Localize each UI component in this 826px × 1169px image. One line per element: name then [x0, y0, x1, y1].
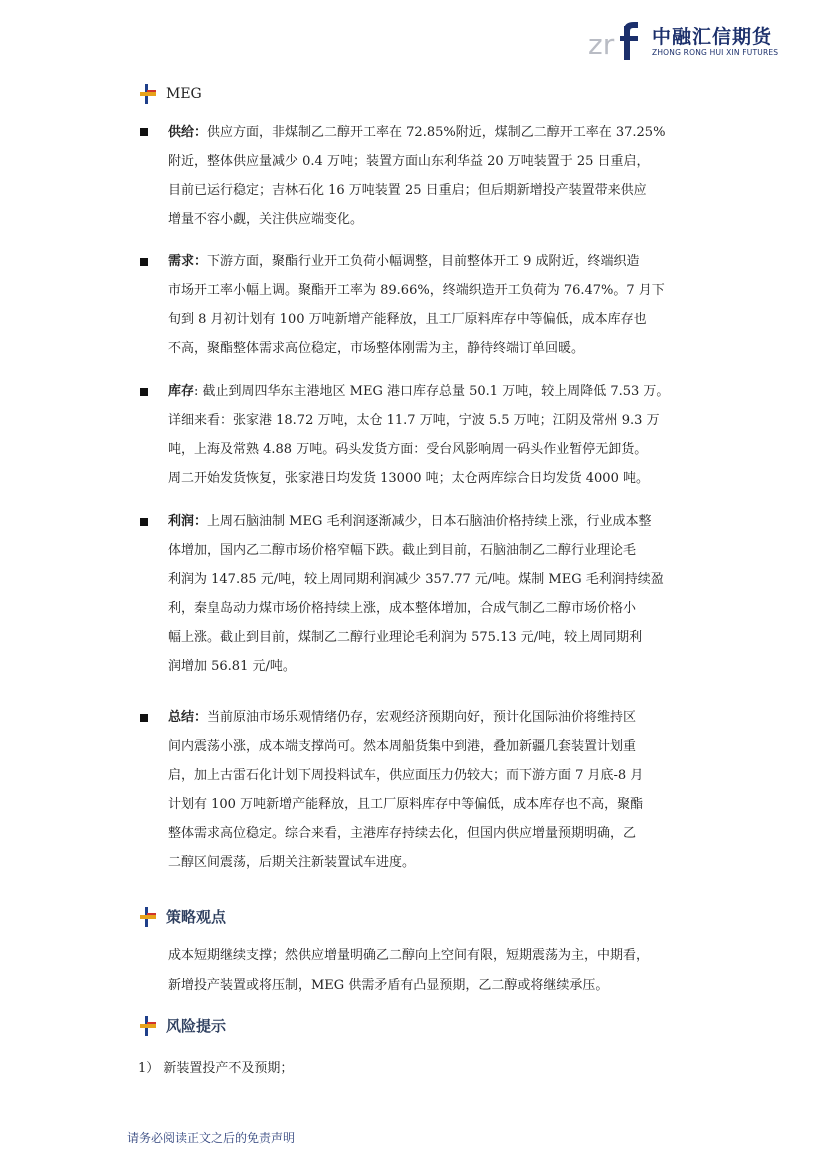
strategy-text [168, 941, 649, 1001]
paragraph-key: 总结： [168, 710, 208, 725]
text-line: 整体需求高位稳定。综合来看，主港库存持续去化，但国内供应增量预期明确，乙 [168, 826, 637, 841]
text-line: 当前原油市场乐观情绪仍存，宏观经济预期向好，预计化国际油价将维持区 [207, 710, 637, 725]
text-line: 二醇区间震荡，后期关注新装置试车进度。 [168, 855, 416, 870]
bullet-square-icon [140, 128, 148, 136]
paragraph-inventory [168, 377, 695, 493]
paragraph-summary [168, 703, 695, 877]
text-line: 供应方面，非煤制乙二醇开工率在 72.85%附近，煤制乙二醇开工率在 37.25% [207, 125, 666, 140]
logo-english-name: ZHONG RONG HUI XIN FUTURES [652, 48, 779, 57]
bullet-square-icon [140, 258, 148, 266]
paragraph-demand [168, 247, 695, 363]
svg-text:zr: zr [588, 28, 615, 61]
section-marker-icon [140, 1016, 156, 1036]
text-line: 体增加，国内乙二醇市场价格窄幅下跌。截止到目前，石脑油制乙二醇行业理论毛 [168, 543, 637, 558]
text-line: 目前已运行稳定；吉林石化 16 万吨装置 25 日重启；但后期新增投产装置带来供应 [168, 183, 647, 198]
text-line: 幅上涨。截止到目前，煤制乙二醇行业理论毛利润为 575.13 元/吨，较上周同期利 [168, 630, 643, 645]
logo-mark-icon [588, 20, 646, 62]
paragraph-key: 供给： [168, 125, 208, 140]
paragraph-profit [168, 507, 695, 681]
text-line: 成本短期继续支撑；然供应增量明确乙二醇向上空间有限，短期震荡为主，中期看， [168, 948, 650, 963]
text-line: 增量不容小觑，关注供应端变化。 [168, 212, 364, 227]
text-line: 周二开始发货恢复，张家港日均发货 13000 吨；太仓两库综合日均发货 4000 吨。 [168, 471, 649, 486]
text-line: 附近，整体供应量减少 0.4 万吨；装置方面山东利华益 20 万吨装置于 25 日重启， [168, 154, 650, 169]
bullet-square-icon [140, 388, 148, 396]
text-line: 吨，上海及常熟 4.88 万吨。码头发货方面：受台风影响周一码头作业暂停无卸货。 [168, 442, 648, 457]
text-line: : 截止到周四华东主港地区 MEG 港口库存总量 50.1 万吨，较上周降低 7.53 万。 [194, 384, 670, 399]
section-heading-strategy [140, 906, 226, 927]
paragraph-key: 库存 [168, 384, 195, 399]
logo-chinese-name: 中融汇信期货 [652, 26, 773, 48]
text-line: 计划有 100 万吨新增产能释放，且工厂原料库存中等偏低，成本库存也不高，聚酯 [168, 797, 644, 812]
paragraph-key: 需求： [168, 254, 208, 269]
company-logo [588, 20, 783, 62]
text-line: 旬到 8 月初计划有 100 万吨新增产能释放，且工厂原料库存中等偏低，成本库存也 [168, 312, 647, 327]
paragraph-key: 利润： [168, 514, 208, 529]
section-heading-risk [140, 1015, 226, 1036]
section-title: 风险提示 [166, 1017, 227, 1035]
text-line: 上周石脑油制 MEG 毛利润逐渐减少，日本石脑油价格持续上涨，行业成本整 [207, 514, 652, 529]
text-line: 启，加上古雷石化计划下周投料试车，供应面压力仍较大；而下游方面 7 月底-8 月 [168, 768, 644, 783]
bullet-square-icon [140, 518, 148, 526]
text-line: 间内震荡小涨，成本端支撑尚可。然本周船货集中到港，叠加新疆几套装置计划重 [168, 739, 637, 754]
section-marker-icon [140, 907, 156, 927]
paragraph-supply [168, 118, 695, 234]
text-line: 详细来看：张家港 18.72 万吨，太仓 11.7 万吨，宁波 5.5 万吨；江阴及常州 9.3 万 [168, 413, 660, 428]
text-line: 利，秦皇岛动力煤市场价格持续上涨，成本整体增加，合成气制乙二醇市场价格小 [168, 601, 637, 616]
text-line: 不高，聚酯整体需求高位稳定，市场整体刚需为主，静待终端订单回暖。 [168, 341, 585, 356]
disclaimer-note: 请务必阅读正文之后的免责声明 [127, 1131, 296, 1145]
section-title: MEG [166, 86, 202, 102]
list-item: 1） 新装置投产不及预期； [138, 1061, 294, 1076]
section-title: 策略观点 [166, 908, 227, 926]
text-line: 市场开工率小幅上调。聚酯开工率为 89.66%，终端织造开工负荷为 76.47%。7 月下 [168, 283, 665, 298]
text-line: 润增加 56.81 元/吨。 [168, 659, 296, 674]
text-line: 新增投产装置或将压制，MEG 供需矛盾有凸显预期，乙二醇或将继续承压。 [168, 978, 609, 993]
text-line: 下游方面，聚酯行业开工负荷小幅调整，目前整体开工 9 成附近，终端织造 [207, 254, 640, 269]
risk-list [138, 1057, 293, 1076]
bullet-square-icon [140, 714, 148, 722]
text-line: 利润为 147.85 元/吨，较上周同期利润减少 357.77 元/吨。煤制 MEG 毛利润持续盈 [168, 572, 664, 587]
section-heading-meg [140, 84, 202, 104]
section-marker-icon [140, 84, 156, 104]
